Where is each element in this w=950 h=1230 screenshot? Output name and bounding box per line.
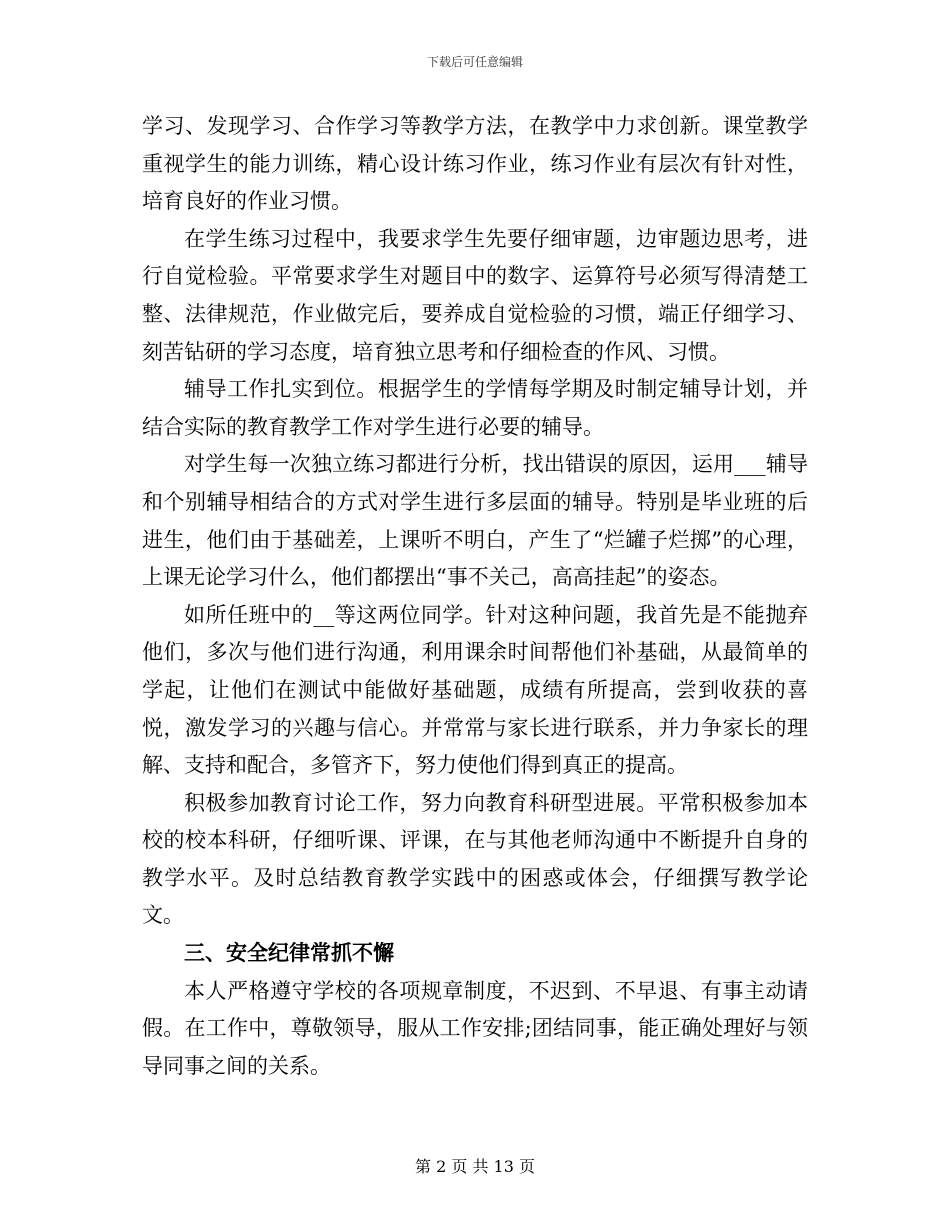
- section-heading: 三、安全纪律常抓不懈: [184, 941, 394, 966]
- paragraph-analysis: 对学生每一次独立练习都进行分析，找出错误的原因，运用___辅导和个别辅导相结合的方式对学生进行多层面的辅导。特别是毕业班的后进生，他们由于基础差，上课听不明白，产生了“烂罐子烂掷”的心理，上课无论学习什么，他们都摆出“事不关己，高高挂起”的姿态。: [142, 452, 808, 590]
- paragraph-tutoring: 辅导工作扎实到位。根据学生的学情每学期及时制定辅导计划，并结合实际的教育教学工作对学生进行必要的辅导。: [142, 377, 808, 439]
- document-body: [142, 108, 808, 1085]
- paragraph-discipline: 本人严格遵守学校的各项规章制度，不迟到、不早退、有事主动请假。在工作中，尊敬领导，服从工作安排;团结同事，能正确处理好与领导同事之间的关系。: [142, 978, 808, 1078]
- paragraph-continued: 学习、发现学习、合作学习等教学方法，在教学中力求创新。课堂教学重视学生的能力训练，精心设计练习作业，练习作业有层次有针对性，培育良好的作业习惯。: [142, 114, 808, 214]
- paragraph-example-students: 如所任班中的__等这两位同学。针对这种问题，我首先是不能抛弃他们，多次与他们进行沟通，利用课余时间帮他们补基础，从最简单的学起，让他们在测试中能做好基础题，成绩有所提高，尝到收获的喜悦，激发学习的兴趣与信心。并常常与家长进行联系，并力争家长的理解、支持和配合，多管齐下，努力使他们得到真正的提高。: [142, 602, 808, 778]
- paragraph-practice-process: 在学生练习过程中，我要求学生先要仔细审题，边审题边思考，进行自觉检验。平常要求学生对题目中的数字、运算符号必须写得清楚工整、法律规范，作业做完后，要养成自觉检验的习惯，端正仔细学习、刻苦钻研的学习态度，培育独立思考和仔细检查的作风、习惯。: [142, 226, 808, 364]
- page-number: 第 2 页 共 13 页: [415, 1157, 535, 1176]
- paragraph-research: 积极参加教育讨论工作，努力向教育科研型进展。平常积极参加本校的校本科研，仔细听课、评课，在与其他老师沟通中不断提升自身的教学水平。及时总结教育教学实践中的困惑或体会，仔细撰写教学论文。: [142, 790, 808, 928]
- page-header: 下载后可任意编辑: [426, 55, 523, 69]
